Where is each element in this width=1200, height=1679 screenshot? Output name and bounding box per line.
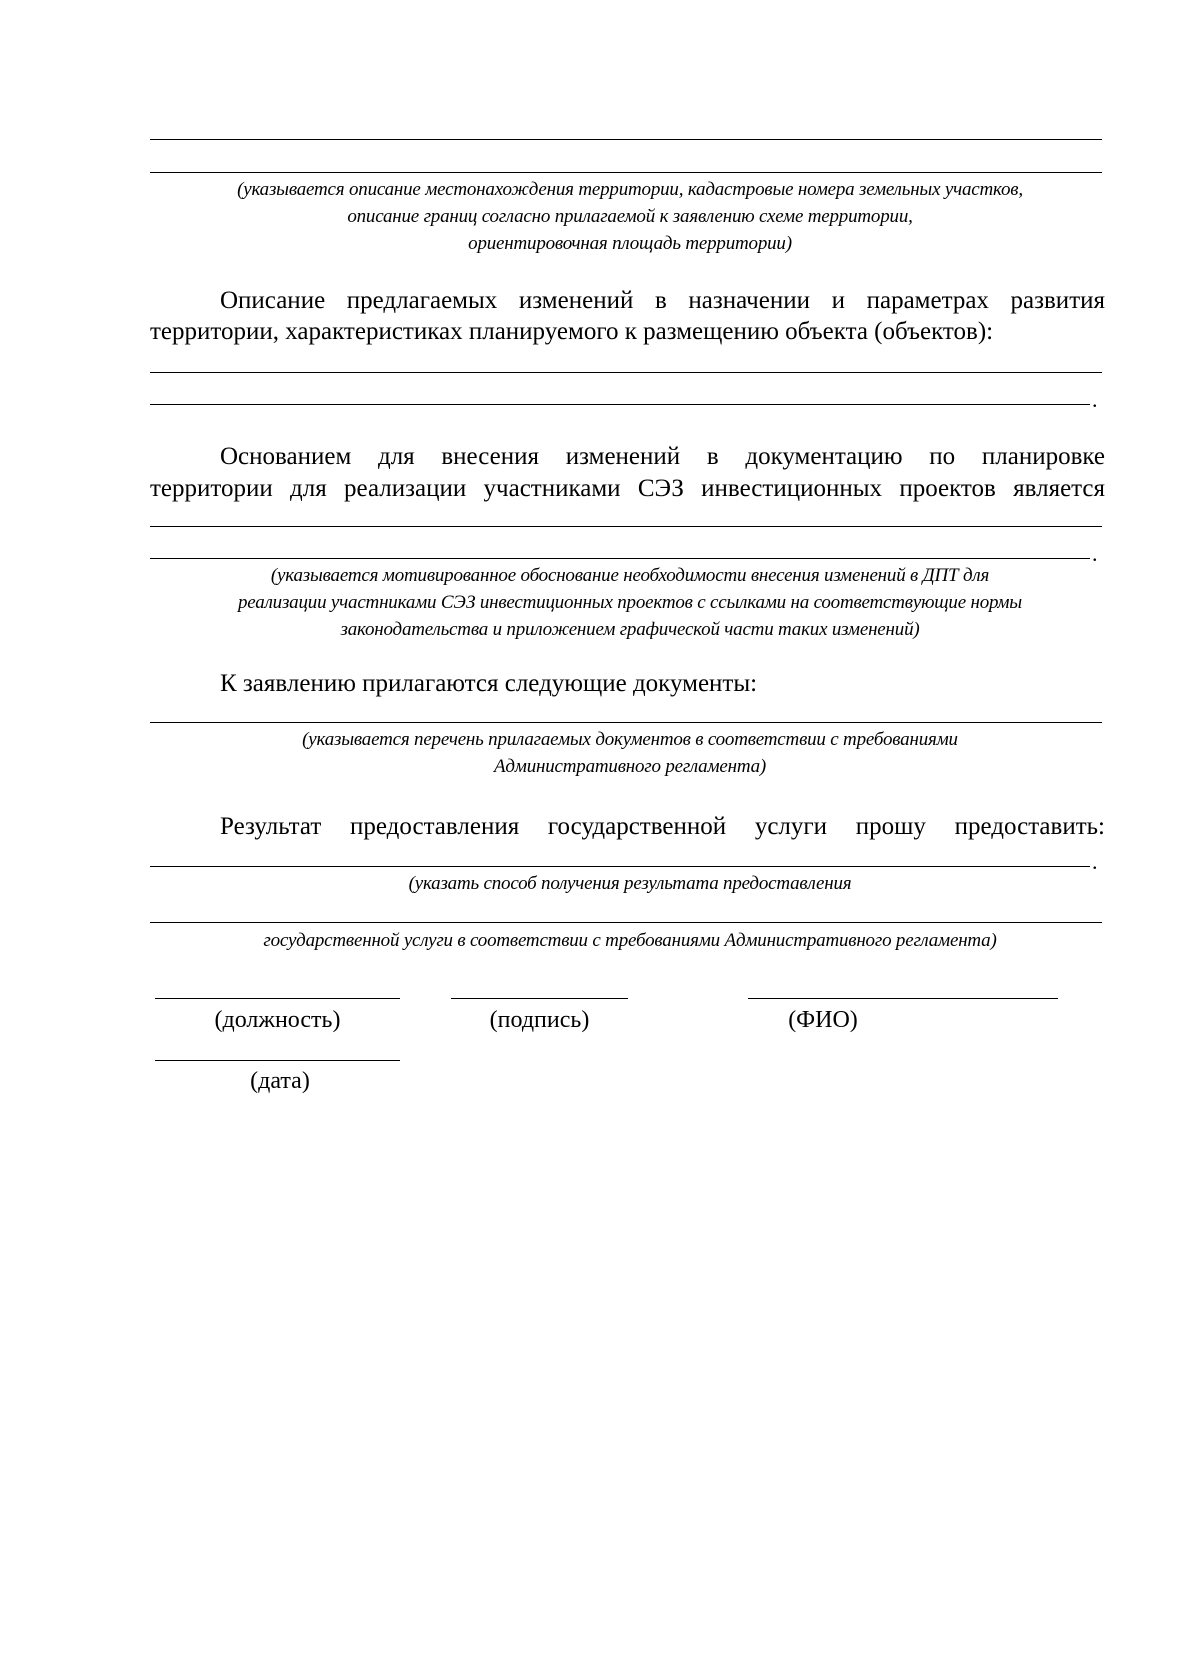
documents-note bbox=[150, 726, 1110, 780]
basis-paragraph bbox=[150, 441, 1105, 472]
changes-line-2: территории, характеристиках планируемого к размещению объекта (объектов): bbox=[150, 318, 994, 345]
result-field-line-1 bbox=[150, 866, 1090, 867]
documents-line: К заявлению прилагаются следующие документы: bbox=[220, 670, 758, 697]
changes-field-line-2 bbox=[150, 404, 1090, 405]
basis-line-1: Основанием для внесения изменений в документацию по планировке bbox=[220, 443, 1105, 470]
location-note-line: (указывается описание местонахождения территории, кадастровые номера земельных участков, bbox=[237, 179, 1023, 200]
changes-paragraph bbox=[150, 285, 1105, 316]
changes-end-mark: . bbox=[1092, 387, 1098, 412]
result-field-line-2 bbox=[150, 922, 1102, 923]
signature-label: (подпись) bbox=[489, 1007, 590, 1033]
basis-line-2: территории для реализации участниками СЭЗ инвестиционных проектов является bbox=[150, 475, 1105, 502]
location-note-line: описание границ согласно прилагаемой к заявлению схеме территории, bbox=[347, 206, 913, 227]
date-label: (дата) bbox=[250, 1068, 310, 1094]
name-signature-line bbox=[748, 998, 1058, 999]
result-end-mark: . bbox=[1092, 849, 1098, 874]
changes-field-line-1 bbox=[150, 372, 1102, 373]
location-line-2 bbox=[150, 172, 1102, 173]
basis-note bbox=[150, 562, 1110, 643]
location-note bbox=[150, 176, 1110, 257]
result-note-1: (указать способ получения результата предоставления bbox=[408, 873, 852, 894]
basis-note-line: реализации участниками СЭЗ инвестиционных проектов с ссылками на соответствующие нормы bbox=[238, 592, 1022, 613]
basis-note-line: (указывается мотивированное обоснование необходимости внесения изменений в ДПТ для bbox=[270, 565, 990, 586]
result-paragraph bbox=[150, 811, 1105, 842]
location-line-1 bbox=[150, 139, 1102, 140]
basis-paragraph-2 bbox=[150, 473, 1105, 504]
basis-end-mark: . bbox=[1092, 541, 1098, 566]
basis-note-line: законодательства и приложением графической части таких изменений) bbox=[340, 619, 920, 640]
basis-field-line-2 bbox=[150, 558, 1090, 559]
result-line: Результат предоставления государственной услуги прошу предоставить: bbox=[220, 813, 1105, 840]
documents-note-line: Административного регламента) bbox=[493, 756, 767, 777]
documents-field-line bbox=[150, 722, 1102, 723]
basis-field-line-1 bbox=[150, 526, 1102, 527]
position-signature-line bbox=[155, 998, 400, 999]
documents-note-line: (указывается перечень прилагаемых документов в соответствии с требованиями bbox=[302, 729, 958, 750]
changes-line-1: Описание предлагаемых изменений в назначении и параметрах развития bbox=[220, 287, 1105, 314]
signature-line bbox=[451, 998, 628, 999]
changes-paragraph-2 bbox=[150, 316, 1105, 347]
date-signature-line bbox=[155, 1060, 400, 1061]
name-label: (ФИО) bbox=[788, 1007, 858, 1033]
position-label: (должность) bbox=[214, 1007, 341, 1033]
documents-paragraph bbox=[150, 668, 1105, 699]
result-note-2: государственной услуги в соответствии с требованиями Административного регламента) bbox=[263, 930, 997, 951]
location-note-line: ориентировочная площадь территории) bbox=[468, 233, 792, 254]
